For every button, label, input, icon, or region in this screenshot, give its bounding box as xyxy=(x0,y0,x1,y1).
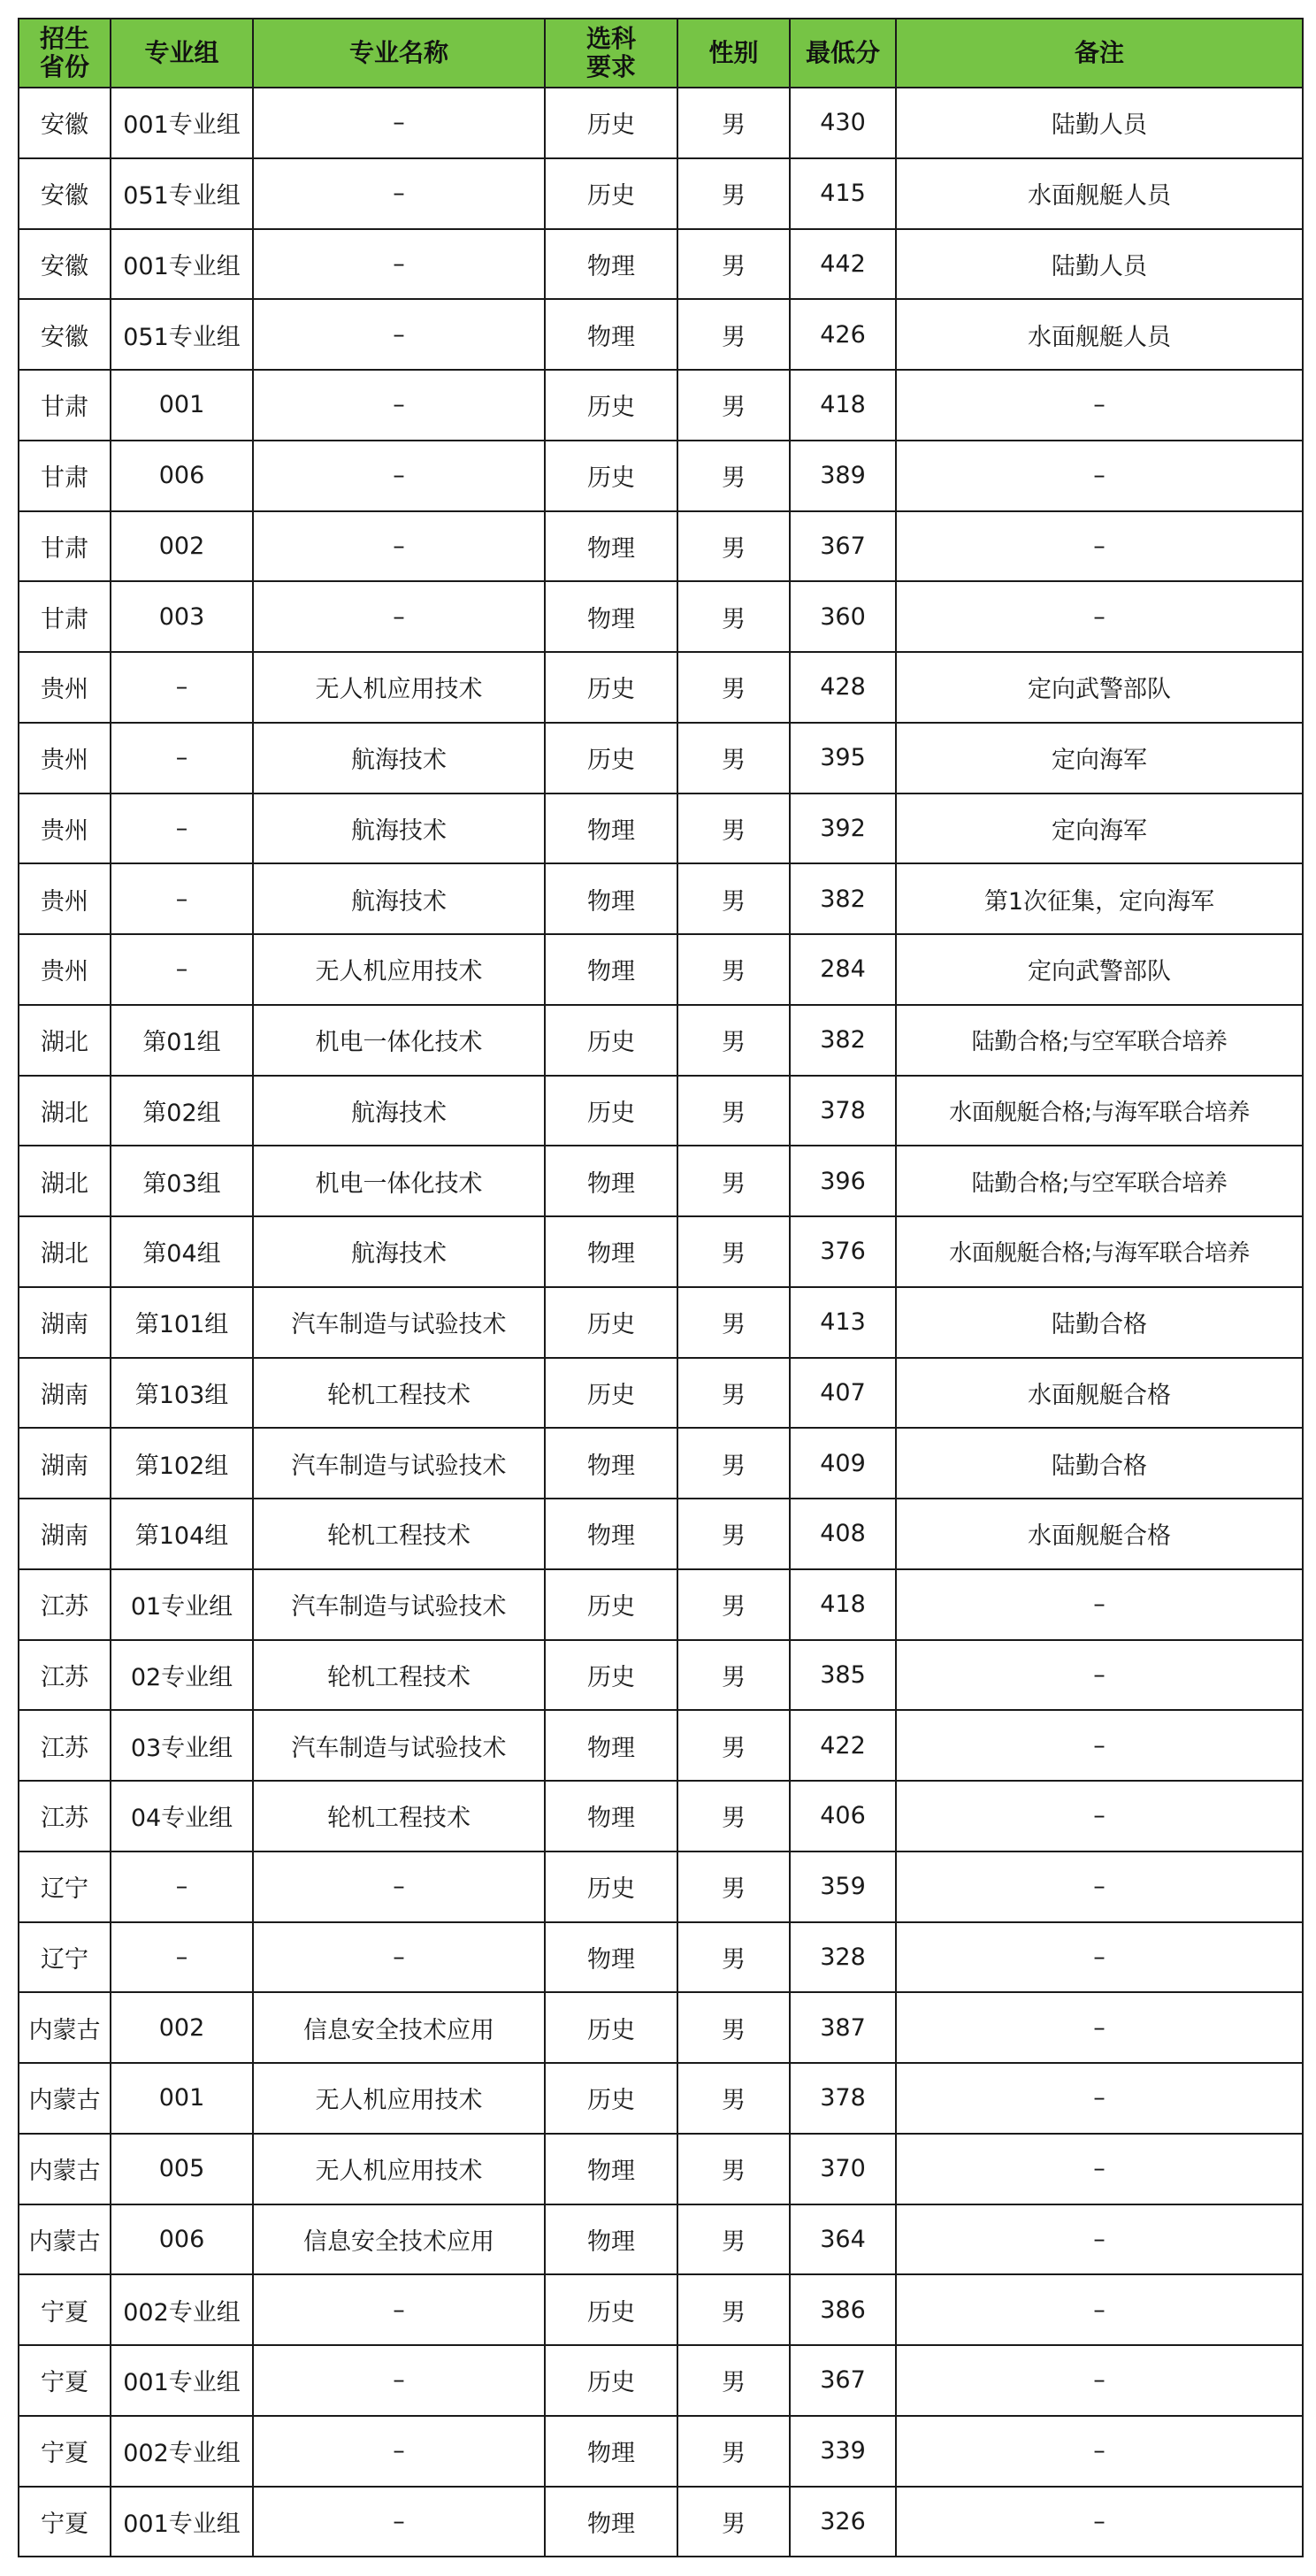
cell-major-name: – xyxy=(253,2416,545,2487)
cell-min-score: 430 xyxy=(790,88,896,158)
cell-remarks: 陆勤合格 xyxy=(896,1287,1303,1358)
cell-remarks: – xyxy=(896,511,1303,582)
cell-province: 宁夏 xyxy=(19,2487,111,2557)
cell-gender: 男 xyxy=(677,370,790,441)
cell-major-group: – xyxy=(111,723,253,794)
cell-major-group: – xyxy=(111,934,253,1005)
cell-major-name: – xyxy=(253,1922,545,1993)
cell-min-score: 392 xyxy=(790,794,896,864)
cell-province: 贵州 xyxy=(19,652,111,723)
cell-gender: 男 xyxy=(677,934,790,1005)
table-row xyxy=(19,1005,1303,1076)
cell-min-score: 376 xyxy=(790,1216,896,1287)
cell-gender: 男 xyxy=(677,1781,790,1852)
cell-province: 贵州 xyxy=(19,723,111,794)
cell-remarks: 定向海军 xyxy=(896,723,1303,794)
table-row xyxy=(19,511,1303,582)
cell-major-group: 002专业组 xyxy=(111,2416,253,2487)
cell-major-name: – xyxy=(253,299,545,370)
cell-subject: 历史 xyxy=(545,2274,677,2345)
cell-gender: 男 xyxy=(677,1640,790,1711)
cell-subject: 历史 xyxy=(545,1358,677,1429)
table-row xyxy=(19,158,1303,229)
cell-major-group: 003 xyxy=(111,581,253,652)
cell-subject: 物理 xyxy=(545,2204,677,2275)
cell-province: 安徽 xyxy=(19,158,111,229)
cell-remarks: 陆勤合格 xyxy=(896,1428,1303,1499)
table-row xyxy=(19,1499,1303,1569)
cell-min-score: 418 xyxy=(790,1569,896,1640)
cell-gender: 男 xyxy=(677,2204,790,2275)
table-row xyxy=(19,2487,1303,2557)
cell-gender: 男 xyxy=(677,2063,790,2134)
cell-min-score: 367 xyxy=(790,2345,896,2416)
cell-gender: 男 xyxy=(677,1076,790,1146)
cell-remarks: 水面舰艇合格;与海军联合培养 xyxy=(896,1216,1303,1287)
cell-gender: 男 xyxy=(677,1287,790,1358)
header-gender: 性别 xyxy=(677,19,790,88)
cell-major-name: – xyxy=(253,370,545,441)
cell-major-name: 航海技术 xyxy=(253,863,545,934)
cell-remarks: 定向武警部队 xyxy=(896,652,1303,723)
cell-min-score: 284 xyxy=(790,934,896,1005)
cell-major-name: 汽车制造与试验技术 xyxy=(253,1710,545,1781)
cell-gender: 男 xyxy=(677,88,790,158)
table-row xyxy=(19,723,1303,794)
cell-gender: 男 xyxy=(677,794,790,864)
cell-major-group: 006 xyxy=(111,441,253,511)
cell-major-group: 001专业组 xyxy=(111,2487,253,2557)
cell-min-score: 407 xyxy=(790,1358,896,1429)
cell-major-name: 无人机应用技术 xyxy=(253,934,545,1005)
cell-major-name: 机电一体化技术 xyxy=(253,1005,545,1076)
header-subject-requirement: 选科要求 xyxy=(545,19,677,88)
cell-remarks: – xyxy=(896,2416,1303,2487)
cell-gender: 男 xyxy=(677,158,790,229)
cell-major-name: 信息安全技术应用 xyxy=(253,2204,545,2275)
cell-min-score: 409 xyxy=(790,1428,896,1499)
cell-min-score: 359 xyxy=(790,1852,896,1922)
cell-major-name: 无人机应用技术 xyxy=(253,2134,545,2204)
cell-gender: 男 xyxy=(677,2416,790,2487)
cell-province: 江苏 xyxy=(19,1781,111,1852)
cell-major-name: 机电一体化技术 xyxy=(253,1146,545,1216)
admission-score-table-container xyxy=(18,18,1302,2557)
cell-province: 贵州 xyxy=(19,934,111,1005)
cell-min-score: 367 xyxy=(790,511,896,582)
cell-major-name: 无人机应用技术 xyxy=(253,652,545,723)
cell-major-group: 002专业组 xyxy=(111,2274,253,2345)
cell-remarks: 第1次征集，定向海军 xyxy=(896,863,1303,934)
cell-min-score: 408 xyxy=(790,1499,896,1569)
table-body xyxy=(19,88,1303,2557)
cell-major-group: – xyxy=(111,652,253,723)
table-row xyxy=(19,1076,1303,1146)
table-row xyxy=(19,229,1303,300)
cell-subject: 历史 xyxy=(545,441,677,511)
cell-gender: 男 xyxy=(677,863,790,934)
cell-gender: 男 xyxy=(677,1005,790,1076)
cell-min-score: 326 xyxy=(790,2487,896,2557)
header-province: 招生省份 xyxy=(19,19,111,88)
cell-province: 内蒙古 xyxy=(19,1992,111,2063)
cell-min-score: 428 xyxy=(790,652,896,723)
cell-remarks: 水面舰艇人员 xyxy=(896,158,1303,229)
cell-remarks: 陆勤人员 xyxy=(896,229,1303,300)
cell-major-name: – xyxy=(253,2487,545,2557)
cell-major-group: 第102组 xyxy=(111,1428,253,1499)
cell-subject: 历史 xyxy=(545,88,677,158)
cell-major-group: 第103组 xyxy=(111,1358,253,1429)
cell-major-name: 轮机工程技术 xyxy=(253,1640,545,1711)
cell-subject: 历史 xyxy=(545,1569,677,1640)
cell-major-name: 汽车制造与试验技术 xyxy=(253,1287,545,1358)
cell-province: 湖北 xyxy=(19,1005,111,1076)
cell-gender: 男 xyxy=(677,299,790,370)
cell-major-group: 005 xyxy=(111,2134,253,2204)
cell-remarks: – xyxy=(896,1922,1303,1993)
cell-subject: 物理 xyxy=(545,1499,677,1569)
cell-min-score: 395 xyxy=(790,723,896,794)
cell-remarks: – xyxy=(896,2204,1303,2275)
cell-province: 湖北 xyxy=(19,1076,111,1146)
cell-province: 江苏 xyxy=(19,1640,111,1711)
cell-major-name: – xyxy=(253,2274,545,2345)
cell-gender: 男 xyxy=(677,1499,790,1569)
cell-min-score: 370 xyxy=(790,2134,896,2204)
cell-remarks: 水面舰艇合格;与海军联合培养 xyxy=(896,1076,1303,1146)
table-row xyxy=(19,1710,1303,1781)
table-row xyxy=(19,1216,1303,1287)
cell-major-group: 03专业组 xyxy=(111,1710,253,1781)
cell-min-score: 378 xyxy=(790,2063,896,2134)
cell-province: 宁夏 xyxy=(19,2345,111,2416)
table-row xyxy=(19,88,1303,158)
cell-major-group: 001 xyxy=(111,370,253,441)
cell-major-group: 第04组 xyxy=(111,1216,253,1287)
cell-gender: 男 xyxy=(677,2345,790,2416)
cell-remarks: – xyxy=(896,2063,1303,2134)
cell-remarks: – xyxy=(896,370,1303,441)
cell-gender: 男 xyxy=(677,1992,790,2063)
cell-subject: 物理 xyxy=(545,1428,677,1499)
cell-min-score: 413 xyxy=(790,1287,896,1358)
cell-major-group: 002 xyxy=(111,1992,253,2063)
table-header-row xyxy=(19,19,1303,88)
cell-subject: 历史 xyxy=(545,652,677,723)
cell-subject: 历史 xyxy=(545,1640,677,1711)
cell-major-name: 航海技术 xyxy=(253,794,545,864)
cell-major-group: – xyxy=(111,863,253,934)
cell-major-name: 航海技术 xyxy=(253,1216,545,1287)
cell-subject: 物理 xyxy=(545,2487,677,2557)
cell-major-group: 006 xyxy=(111,2204,253,2275)
cell-major-group: 051专业组 xyxy=(111,158,253,229)
cell-major-group: 第01组 xyxy=(111,1005,253,1076)
table-row xyxy=(19,2345,1303,2416)
header-remarks: 备注 xyxy=(896,19,1303,88)
cell-subject: 历史 xyxy=(545,1992,677,2063)
cell-subject: 物理 xyxy=(545,511,677,582)
cell-subject: 物理 xyxy=(545,229,677,300)
cell-major-name: – xyxy=(253,2345,545,2416)
cell-major-name: – xyxy=(253,441,545,511)
cell-remarks: 水面舰艇人员 xyxy=(896,299,1303,370)
cell-major-group: 01专业组 xyxy=(111,1569,253,1640)
cell-province: 安徽 xyxy=(19,229,111,300)
cell-province: 湖北 xyxy=(19,1146,111,1216)
cell-min-score: 442 xyxy=(790,229,896,300)
cell-province: 湖北 xyxy=(19,1216,111,1287)
cell-min-score: 378 xyxy=(790,1076,896,1146)
cell-province: 甘肃 xyxy=(19,441,111,511)
cell-gender: 男 xyxy=(677,1922,790,1993)
cell-major-group: – xyxy=(111,794,253,864)
cell-remarks: 陆勤合格;与空军联合培养 xyxy=(896,1005,1303,1076)
cell-province: 安徽 xyxy=(19,299,111,370)
header-min-score: 最低分 xyxy=(790,19,896,88)
cell-major-group: 001专业组 xyxy=(111,229,253,300)
cell-major-group: 第02组 xyxy=(111,1076,253,1146)
cell-major-name: 汽车制造与试验技术 xyxy=(253,1428,545,1499)
cell-province: 内蒙古 xyxy=(19,2134,111,2204)
cell-gender: 男 xyxy=(677,2134,790,2204)
cell-subject: 物理 xyxy=(545,2134,677,2204)
cell-subject: 历史 xyxy=(545,1005,677,1076)
cell-remarks: 定向海军 xyxy=(896,794,1303,864)
cell-major-group: 第03组 xyxy=(111,1146,253,1216)
cell-major-group: 第104组 xyxy=(111,1499,253,1569)
cell-major-group: – xyxy=(111,1852,253,1922)
cell-province: 宁夏 xyxy=(19,2274,111,2345)
cell-remarks: – xyxy=(896,1852,1303,1922)
cell-min-score: 422 xyxy=(790,1710,896,1781)
header-major-group: 专业组 xyxy=(111,19,253,88)
cell-subject: 物理 xyxy=(545,1710,677,1781)
cell-major-name: – xyxy=(253,581,545,652)
cell-min-score: 387 xyxy=(790,1992,896,2063)
cell-major-name: 轮机工程技术 xyxy=(253,1499,545,1569)
cell-remarks: – xyxy=(896,2134,1303,2204)
cell-subject: 历史 xyxy=(545,370,677,441)
cell-remarks: – xyxy=(896,1781,1303,1852)
cell-province: 安徽 xyxy=(19,88,111,158)
cell-province: 甘肃 xyxy=(19,581,111,652)
cell-major-group: 第101组 xyxy=(111,1287,253,1358)
header-major-name: 专业名称 xyxy=(253,19,545,88)
cell-min-score: 415 xyxy=(790,158,896,229)
table-row xyxy=(19,2416,1303,2487)
cell-subject: 物理 xyxy=(545,1146,677,1216)
cell-gender: 男 xyxy=(677,1146,790,1216)
cell-min-score: 339 xyxy=(790,2416,896,2487)
cell-gender: 男 xyxy=(677,1216,790,1287)
cell-remarks: 定向武警部队 xyxy=(896,934,1303,1005)
cell-min-score: 385 xyxy=(790,1640,896,1711)
cell-major-group: – xyxy=(111,1922,253,1993)
table-row xyxy=(19,1428,1303,1499)
cell-min-score: 406 xyxy=(790,1781,896,1852)
cell-min-score: 389 xyxy=(790,441,896,511)
cell-major-group: 001专业组 xyxy=(111,88,253,158)
cell-gender: 男 xyxy=(677,1428,790,1499)
cell-subject: 物理 xyxy=(545,2416,677,2487)
table-row xyxy=(19,1781,1303,1852)
cell-province: 辽宁 xyxy=(19,1852,111,1922)
cell-subject: 物理 xyxy=(545,1781,677,1852)
table-row xyxy=(19,581,1303,652)
cell-province: 贵州 xyxy=(19,794,111,864)
cell-gender: 男 xyxy=(677,229,790,300)
cell-province: 甘肃 xyxy=(19,511,111,582)
cell-gender: 男 xyxy=(677,723,790,794)
table-row xyxy=(19,1852,1303,1922)
cell-major-group: 001 xyxy=(111,2063,253,2134)
cell-province: 湖南 xyxy=(19,1428,111,1499)
cell-subject: 历史 xyxy=(545,158,677,229)
cell-remarks: – xyxy=(896,1992,1303,2063)
cell-major-group: 001专业组 xyxy=(111,2345,253,2416)
cell-major-name: 航海技术 xyxy=(253,723,545,794)
cell-remarks: – xyxy=(896,581,1303,652)
cell-major-name: 汽车制造与试验技术 xyxy=(253,1569,545,1640)
cell-min-score: 360 xyxy=(790,581,896,652)
cell-gender: 男 xyxy=(677,1569,790,1640)
cell-subject: 历史 xyxy=(545,1076,677,1146)
cell-subject: 物理 xyxy=(545,581,677,652)
table-row xyxy=(19,1640,1303,1711)
cell-province: 宁夏 xyxy=(19,2416,111,2487)
cell-min-score: 386 xyxy=(790,2274,896,2345)
cell-remarks: 水面舰艇合格 xyxy=(896,1358,1303,1429)
admission-score-table xyxy=(18,18,1304,2557)
cell-major-name: 信息安全技术应用 xyxy=(253,1992,545,2063)
cell-remarks: – xyxy=(896,441,1303,511)
cell-province: 内蒙古 xyxy=(19,2063,111,2134)
cell-province: 贵州 xyxy=(19,863,111,934)
cell-remarks: – xyxy=(896,1569,1303,1640)
table-row xyxy=(19,1922,1303,1993)
cell-min-score: 382 xyxy=(790,1005,896,1076)
table-row xyxy=(19,2134,1303,2204)
cell-major-name: – xyxy=(253,511,545,582)
cell-remarks: – xyxy=(896,1640,1303,1711)
cell-remarks: 水面舰艇合格 xyxy=(896,1499,1303,1569)
cell-major-name: 无人机应用技术 xyxy=(253,2063,545,2134)
cell-gender: 男 xyxy=(677,1710,790,1781)
cell-gender: 男 xyxy=(677,441,790,511)
table-row xyxy=(19,299,1303,370)
cell-major-name: – xyxy=(253,158,545,229)
cell-subject: 物理 xyxy=(545,934,677,1005)
table-row xyxy=(19,863,1303,934)
cell-min-score: 382 xyxy=(790,863,896,934)
cell-major-group: 04专业组 xyxy=(111,1781,253,1852)
cell-remarks: 陆勤人员 xyxy=(896,88,1303,158)
table-row xyxy=(19,1992,1303,2063)
cell-major-group: 02专业组 xyxy=(111,1640,253,1711)
cell-gender: 男 xyxy=(677,2274,790,2345)
cell-province: 湖南 xyxy=(19,1287,111,1358)
table-row xyxy=(19,2274,1303,2345)
cell-subject: 物理 xyxy=(545,863,677,934)
cell-remarks: – xyxy=(896,2487,1303,2557)
table-row xyxy=(19,1146,1303,1216)
cell-province: 甘肃 xyxy=(19,370,111,441)
cell-major-group: 002 xyxy=(111,511,253,582)
cell-min-score: 418 xyxy=(790,370,896,441)
table-row xyxy=(19,441,1303,511)
cell-province: 湖南 xyxy=(19,1499,111,1569)
cell-major-name: – xyxy=(253,88,545,158)
cell-gender: 男 xyxy=(677,1358,790,1429)
cell-major-name: – xyxy=(253,229,545,300)
table-row xyxy=(19,2063,1303,2134)
table-row xyxy=(19,1358,1303,1429)
table-row xyxy=(19,1569,1303,1640)
cell-subject: 物理 xyxy=(545,794,677,864)
table-row xyxy=(19,1287,1303,1358)
cell-gender: 男 xyxy=(677,581,790,652)
cell-subject: 历史 xyxy=(545,1852,677,1922)
cell-subject: 物理 xyxy=(545,1216,677,1287)
cell-min-score: 426 xyxy=(790,299,896,370)
table-row xyxy=(19,2204,1303,2275)
cell-subject: 物理 xyxy=(545,1922,677,1993)
cell-province: 内蒙古 xyxy=(19,2204,111,2275)
cell-gender: 男 xyxy=(677,652,790,723)
cell-major-group: 051专业组 xyxy=(111,299,253,370)
cell-gender: 男 xyxy=(677,2487,790,2557)
cell-subject: 历史 xyxy=(545,1287,677,1358)
cell-min-score: 364 xyxy=(790,2204,896,2275)
cell-major-name: 轮机工程技术 xyxy=(253,1781,545,1852)
cell-province: 江苏 xyxy=(19,1710,111,1781)
cell-min-score: 396 xyxy=(790,1146,896,1216)
cell-remarks: – xyxy=(896,2345,1303,2416)
table-row xyxy=(19,370,1303,441)
cell-subject: 物理 xyxy=(545,299,677,370)
cell-subject: 历史 xyxy=(545,2063,677,2134)
cell-province: 江苏 xyxy=(19,1569,111,1640)
cell-remarks: – xyxy=(896,1710,1303,1781)
cell-remarks: – xyxy=(896,2274,1303,2345)
cell-remarks: 陆勤合格;与空军联合培养 xyxy=(896,1146,1303,1216)
cell-subject: 历史 xyxy=(545,2345,677,2416)
cell-gender: 男 xyxy=(677,1852,790,1922)
cell-subject: 历史 xyxy=(545,723,677,794)
cell-province: 湖南 xyxy=(19,1358,111,1429)
cell-major-name: 轮机工程技术 xyxy=(253,1358,545,1429)
cell-gender: 男 xyxy=(677,511,790,582)
table-row xyxy=(19,652,1303,723)
cell-min-score: 328 xyxy=(790,1922,896,1993)
table-row xyxy=(19,934,1303,1005)
table-row xyxy=(19,794,1303,864)
cell-major-name: 航海技术 xyxy=(253,1076,545,1146)
cell-major-name: – xyxy=(253,1852,545,1922)
cell-province: 辽宁 xyxy=(19,1922,111,1993)
